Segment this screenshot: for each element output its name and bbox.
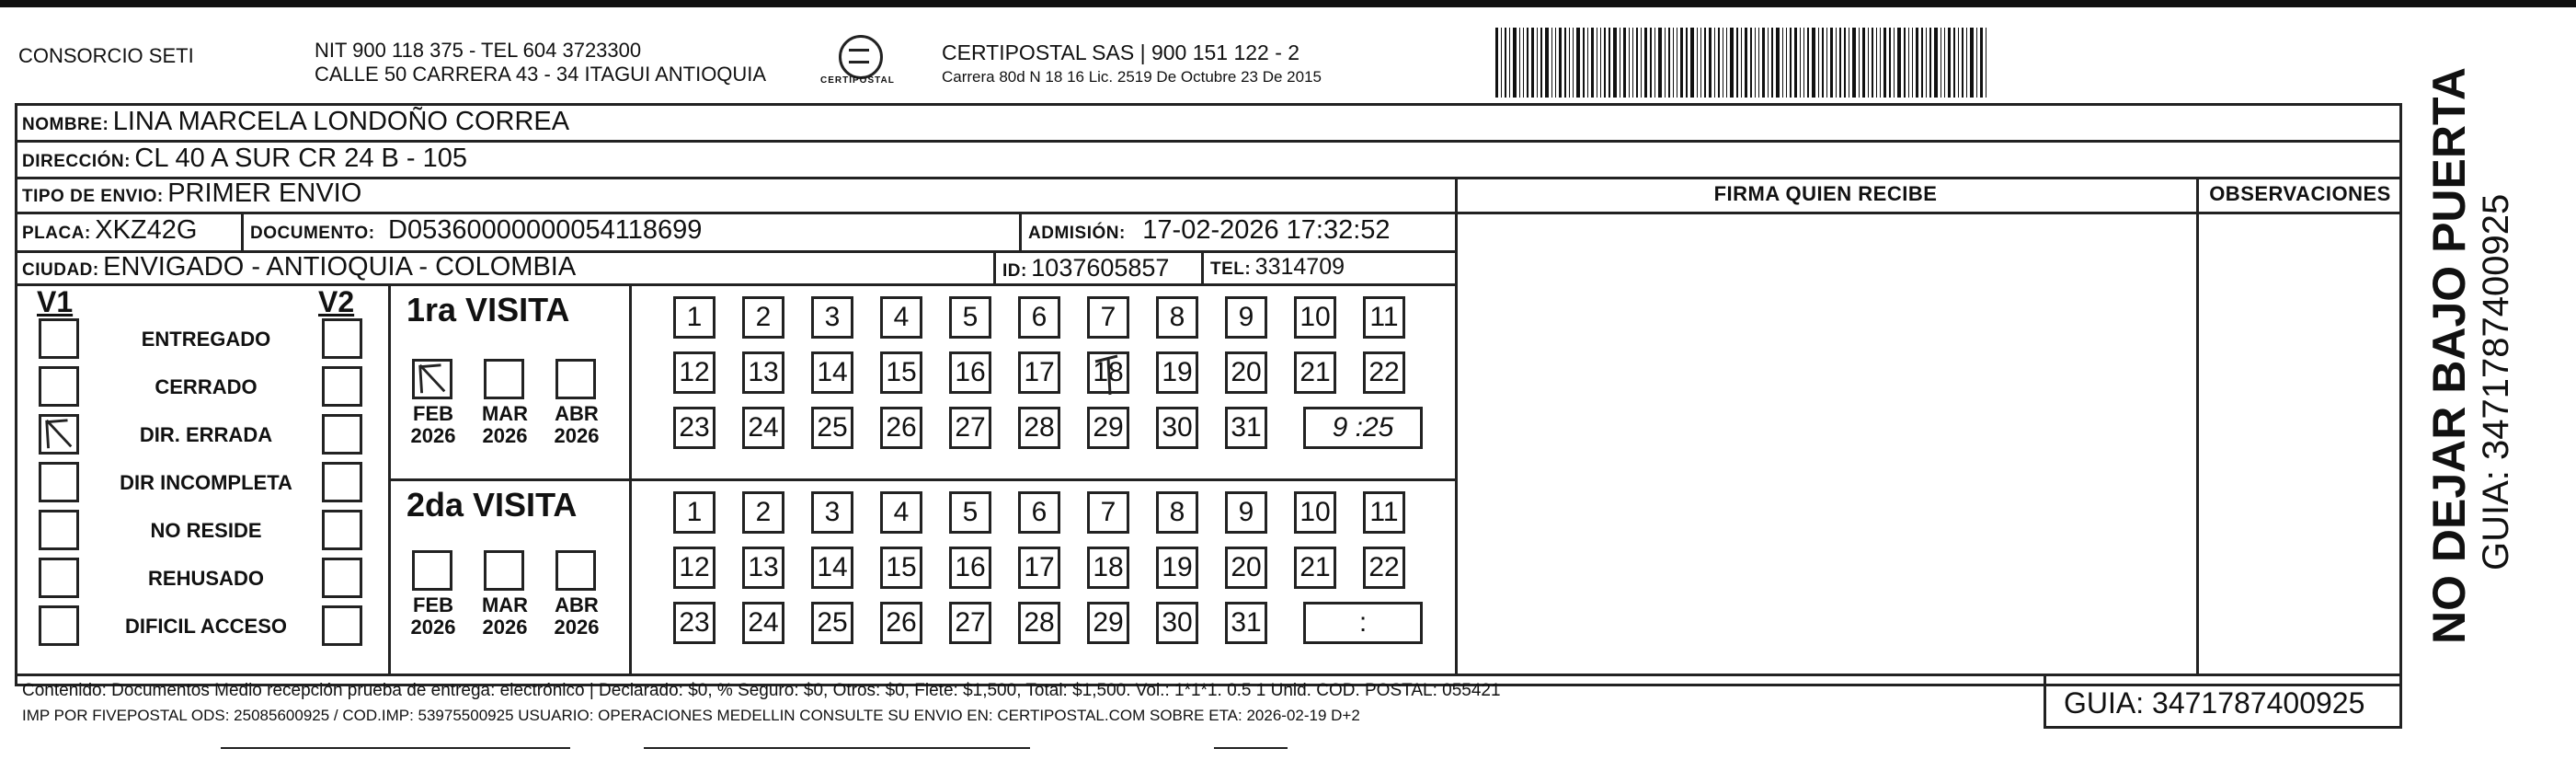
month-checkbox[interactable] [412, 359, 452, 399]
logo-text: CERTIPOSTAL [820, 75, 895, 86]
barcode-bar [1609, 28, 1610, 98]
barcode-bar [1540, 28, 1542, 98]
firma-header: FIRMA QUIEN RECIBE [1713, 182, 1938, 205]
barcode-bar [1822, 28, 1824, 98]
day-box[interactable]: 12 [673, 351, 716, 394]
day-box[interactable]: 1 [673, 296, 716, 339]
v1-checkbox[interactable] [39, 318, 79, 359]
barcode-bar [1509, 28, 1510, 98]
barcode-bar [1665, 28, 1666, 98]
barcode-bar [1916, 28, 1918, 98]
observaciones-header: OBSERVACIONES [2209, 182, 2391, 205]
month-year: 2026 [410, 424, 456, 447]
visit1-title: 1ra VISITA [406, 291, 570, 328]
barcode-bar [1818, 28, 1819, 98]
status-label: DIR. ERRADA [139, 423, 273, 446]
barcode-bar [1641, 28, 1642, 98]
tel-label: TEL: [1210, 259, 1252, 279]
barcode-bar [1859, 28, 1860, 98]
barcode-bar [1632, 28, 1633, 98]
admision-row [1028, 215, 1391, 246]
barcode-bar [1690, 28, 1694, 98]
barcode-bar [1636, 28, 1638, 98]
month-checkbox[interactable] [484, 359, 524, 399]
day-box[interactable]: 2 [742, 491, 784, 534]
barcode-bar [1551, 28, 1552, 98]
id-row [1002, 254, 1169, 282]
barcode-bar [1962, 28, 1963, 98]
rule [15, 283, 1455, 286]
handwritten-check-icon [415, 362, 450, 397]
tel-row [1210, 254, 1345, 281]
status-label: CERRADO [155, 375, 258, 398]
day-box[interactable]: 10 [1294, 296, 1336, 339]
ciudad-value: ENVIGADO - ANTIOQUIA - COLOMBIA [103, 252, 577, 282]
day-box[interactable]: 25 [811, 602, 853, 644]
barcode-bar [1569, 28, 1570, 98]
day-box[interactable]: 21 [1294, 351, 1336, 394]
v1-checkbox[interactable] [39, 605, 79, 646]
bottom-stroke [644, 747, 1030, 749]
month-label [403, 403, 464, 447]
month-year: 2026 [410, 616, 456, 639]
barcode-bar [1894, 28, 1895, 98]
barcode-bar [1709, 28, 1712, 98]
barcode-bar [1537, 28, 1538, 98]
barcode-bar [1545, 28, 1549, 98]
month-checkbox[interactable] [555, 359, 596, 399]
day-box[interactable]: 10 [1294, 491, 1336, 534]
day-box[interactable]: 8 [1156, 296, 1198, 339]
v2-header: V2 [318, 285, 355, 318]
barcode-bar [1958, 28, 1959, 98]
day-box[interactable]: 23 [673, 602, 716, 644]
barcode-bar [1591, 28, 1594, 98]
bottom-stroke [1214, 747, 1288, 749]
day-box[interactable]: 15 [880, 351, 922, 394]
barcode-bar [1527, 28, 1528, 98]
day-box[interactable]: 24 [742, 407, 784, 449]
placa-label: PLACA: [22, 224, 91, 243]
day-box[interactable]: 30 [1156, 602, 1198, 644]
month-name: ABR [555, 593, 599, 616]
direccion-value: CL 40 A SUR CR 24 B - 105 [134, 144, 468, 173]
month-year: 2026 [482, 424, 528, 447]
rule [2196, 177, 2199, 674]
tipo-value: PRIMER ENVIO [167, 178, 362, 208]
day-box[interactable]: 14 [811, 547, 853, 589]
direccion-label: DIRECCIÓN: [22, 152, 131, 171]
barcode-bar [1790, 28, 1792, 98]
id-value: 1037605857 [1031, 254, 1170, 282]
barcode-bar [1600, 28, 1601, 98]
barcode-bar [1929, 28, 1931, 98]
day-box[interactable]: 26 [880, 602, 922, 644]
rule [15, 140, 2402, 143]
tipo-row [22, 178, 361, 209]
day-box[interactable]: 22 [1363, 351, 1405, 394]
barcode-bar [1564, 28, 1566, 98]
day-box[interactable]: 16 [949, 547, 991, 589]
barcode-bar [1650, 28, 1652, 98]
barcode-bar [1948, 28, 1951, 98]
tel-value: 3314709 [1254, 254, 1345, 280]
barcode [1495, 28, 2240, 98]
v2-checkbox[interactable] [322, 318, 362, 359]
barcode-bar [1836, 28, 1837, 98]
status-label: DIR INCOMPLETA [120, 471, 292, 494]
day-box[interactable]: 22 [1363, 547, 1405, 589]
barcode-bar [1714, 28, 1715, 98]
month-checkbox[interactable] [412, 550, 452, 591]
footer-line-2: IMP POR FIVEPOSTAL ODS: 25085600925 / COD.IMP: 53975500925 USUARIO: OPERACIONES MEDELLIN CONSULTE SU ENVIO EN: CERTIPOSTAL.COM SOBRE ETA: 2026-02-19 D+2 [22, 707, 1360, 724]
day-box[interactable]: 5 [949, 296, 991, 339]
documento-row [250, 215, 702, 246]
top-border [0, 0, 2576, 7]
barcode-bar [1495, 28, 1498, 98]
rule [1455, 177, 1458, 674]
barcode-bar [1880, 28, 1881, 98]
day-box[interactable]: 16 [949, 351, 991, 394]
v2-checkbox[interactable] [322, 414, 362, 455]
carrier-line: CERTIPOSTAL SAS | 900 151 122 - 2 [942, 40, 1300, 64]
nombre-row [22, 107, 569, 137]
month-name: MAR [481, 593, 529, 616]
barcode-bar [1953, 28, 1955, 98]
barcode-bar [1862, 28, 1865, 98]
rule [1201, 250, 1204, 283]
day-box[interactable]: 6 [1018, 491, 1060, 534]
month-year: 2026 [554, 424, 600, 447]
day-box[interactable]: 11 [1363, 296, 1405, 339]
day-box[interactable]: 27 [949, 407, 991, 449]
barcode-bar [1934, 28, 1938, 98]
admision-label: ADMISIÓN: [1028, 224, 1126, 243]
barcode-bar [1658, 28, 1662, 98]
barcode-bar [1505, 28, 1506, 98]
barcode-bar [1889, 28, 1891, 98]
barcode-bar [1944, 28, 1945, 98]
bottom-stroke [221, 747, 570, 749]
barcode-bar [1786, 28, 1787, 98]
month-checkbox[interactable] [484, 550, 524, 591]
day-box[interactable]: 4 [880, 491, 922, 534]
day-box[interactable]: 18 [1087, 351, 1129, 394]
ciudad-row [22, 252, 576, 282]
barcode-bar [1872, 28, 1873, 98]
v1-checkbox[interactable] [39, 366, 79, 407]
barcode-bar [1673, 28, 1674, 98]
barcode-bar [1758, 28, 1759, 98]
month-name: MAR [481, 402, 529, 425]
day-box[interactable]: 29 [1087, 602, 1129, 644]
barcode-bar [1800, 28, 1801, 98]
day-box[interactable]: 31 [1225, 407, 1267, 449]
v2-checkbox[interactable] [322, 558, 362, 598]
barcode-bar [1782, 28, 1783, 98]
v1-header: V1 [37, 285, 74, 318]
barcode-bar [1908, 28, 1909, 98]
month-year: 2026 [554, 616, 600, 639]
company-name: CONSORCIO SETI [18, 44, 194, 67]
barcode-bar [1921, 28, 1923, 98]
rule [1019, 212, 1022, 250]
barcode-bar [1812, 28, 1815, 98]
barcode-bar [1883, 28, 1886, 98]
nit-line: NIT 900 118 375 - TEL 604 3723300 [315, 39, 642, 62]
barcode-bar [1519, 28, 1520, 98]
month-label [475, 594, 535, 639]
barcode-bar [1826, 28, 1827, 98]
day-box[interactable]: 30 [1156, 407, 1198, 449]
tipo-label: TIPO DE ENVIO: [22, 187, 164, 206]
barcode-bar [1755, 28, 1756, 98]
barcode-bar [1644, 28, 1647, 98]
visit2-title: 2da VISITA [406, 486, 578, 524]
day-box[interactable]: 13 [742, 547, 784, 589]
v2-checkbox[interactable] [322, 510, 362, 550]
barcode-bar [1830, 28, 1833, 98]
status-label: NO RESIDE [150, 519, 262, 542]
barcode-bar [1803, 28, 1804, 98]
barcode-bar [1876, 28, 1877, 98]
barcode-bar [1501, 28, 1502, 98]
day-box[interactable]: 23 [673, 407, 716, 449]
day-box[interactable]: 20 [1225, 351, 1267, 394]
day-box[interactable]: 19 [1156, 547, 1198, 589]
day-box[interactable]: 29 [1087, 407, 1129, 449]
barcode-bar [1980, 28, 1983, 98]
rule [15, 212, 2402, 214]
month-label [475, 403, 535, 447]
day-box[interactable]: 1 [673, 491, 716, 534]
certipostal-logo-icon [839, 35, 883, 79]
day-box[interactable]: 12 [673, 547, 716, 589]
barcode-bar [1704, 28, 1706, 98]
barcode-bar [1904, 28, 1906, 98]
v2-checkbox[interactable] [322, 366, 362, 407]
day-box[interactable]: 7 [1087, 296, 1129, 339]
barcode-bar [1970, 28, 1974, 98]
day-box[interactable]: 20 [1225, 547, 1267, 589]
barcode-bar [1897, 28, 1901, 98]
guia-footer: GUIA: 3471787400925 [2064, 686, 2365, 720]
rule [388, 478, 1455, 481]
barcode-bar [1736, 28, 1738, 98]
month-name: ABR [555, 402, 599, 425]
day-box[interactable]: 6 [1018, 296, 1060, 339]
day-box[interactable]: 7 [1087, 491, 1129, 534]
footer-line-1: Contenido: Documentos Medio recepción prueba de entrega: electrónico | Declarado: $0, % Seguro: $0, Otros: $0, Flete: $1,500, Total: $1,500. Vol.: 1*1*1. 0.5 1 Unid. COD. POSTAL: 055421 [22, 681, 1501, 700]
nombre-label: NOMBRE: [22, 115, 109, 134]
barcode-bar [1573, 28, 1574, 98]
time-field[interactable]: : [1303, 602, 1423, 644]
barcode-bar [1668, 28, 1670, 98]
month-label [403, 594, 464, 639]
barcode-bar [1623, 28, 1626, 98]
day-box[interactable]: 28 [1018, 407, 1060, 449]
barcode-bar [1771, 28, 1773, 98]
day-box[interactable]: 3 [811, 296, 853, 339]
day-box[interactable]: 9 [1225, 491, 1267, 534]
documento-value: D05360000000054118699 [388, 215, 703, 245]
side-guia: GUIA: 3471787400925 [2476, 193, 2516, 570]
day-box[interactable]: 14 [811, 351, 853, 394]
barcode-bar [1912, 28, 1913, 98]
barcode-bar [1966, 28, 1967, 98]
status-label: DIFICIL ACCESO [124, 615, 287, 638]
month-name: FEB [413, 593, 453, 616]
admision-value: 17-02-2026 17:32:52 [1142, 215, 1391, 245]
day-box[interactable]: 27 [949, 602, 991, 644]
barcode-bar [1680, 28, 1683, 98]
month-label [546, 594, 607, 639]
day-box[interactable]: 21 [1294, 547, 1336, 589]
barcode-bar [1750, 28, 1752, 98]
day-box[interactable]: 26 [880, 407, 922, 449]
barcode-bar [1613, 28, 1617, 98]
barcode-bar [1523, 28, 1524, 98]
day-box[interactable]: 17 [1018, 351, 1060, 394]
day-box[interactable]: 17 [1018, 547, 1060, 589]
v1-checkbox[interactable] [39, 462, 79, 502]
barcode-bar [1686, 28, 1688, 98]
barcode-bar [1776, 28, 1780, 98]
barcode-bar [1700, 28, 1701, 98]
day-box[interactable]: 15 [880, 547, 922, 589]
address-line: CALLE 50 CARRERA 43 - 34 ITAGUI ANTIOQUIA [315, 63, 767, 86]
day-box[interactable]: 3 [811, 491, 853, 534]
rule [993, 250, 996, 283]
barcode-bar [1531, 28, 1534, 98]
documento-label: DOCUMENTO: [250, 224, 375, 243]
placa-value: XKZ42G [95, 215, 198, 245]
barcode-bar [1839, 28, 1841, 98]
barcode-bar [1726, 28, 1727, 98]
day-box[interactable]: 24 [742, 602, 784, 644]
license-line: Carrera 80d N 18 16 Lic. 2519 De Octubre 23 De 2015 [942, 68, 1322, 86]
ciudad-label: CIUDAD: [22, 260, 99, 280]
placa-row [22, 215, 197, 246]
barcode-bar [1629, 28, 1630, 98]
barcode-bar [1559, 28, 1562, 98]
barcode-bar [1730, 28, 1734, 98]
barcode-bar [1587, 28, 1588, 98]
barcode-bar [1852, 28, 1856, 98]
status-label: REHUSADO [148, 567, 264, 590]
v2-checkbox[interactable] [322, 462, 362, 502]
barcode-bar [1844, 28, 1846, 98]
barcode-bar [1583, 28, 1585, 98]
day-box[interactable]: 5 [949, 491, 991, 534]
side-notice: NO DEJAR BAJO PUERTA [2423, 67, 2475, 644]
handwritten-check-icon [41, 417, 76, 452]
month-name: FEB [413, 402, 453, 425]
barcode-bar [1745, 28, 1747, 98]
day-box[interactable]: 31 [1225, 602, 1267, 644]
day-box[interactable]: 2 [742, 296, 784, 339]
barcode-bar [1976, 28, 1977, 98]
barcode-bar [1604, 28, 1606, 98]
day-box[interactable]: 9 [1225, 296, 1267, 339]
barcode-bar [1807, 28, 1809, 98]
id-label: ID: [1002, 261, 1027, 281]
month-checkbox[interactable] [555, 550, 596, 591]
barcode-bar [1794, 28, 1797, 98]
v2-checkbox[interactable] [322, 605, 362, 646]
day-box[interactable]: 19 [1156, 351, 1198, 394]
direccion-row [22, 144, 467, 174]
day-box[interactable]: 28 [1018, 602, 1060, 644]
rule [15, 177, 2402, 179]
v1-checkbox[interactable] [39, 558, 79, 598]
time-field[interactable]: 9 :25 [1303, 407, 1423, 449]
barcode-bar [1697, 28, 1698, 98]
barcode-bar [1926, 28, 1927, 98]
day-box[interactable]: 11 [1363, 491, 1405, 534]
barcode-bar [1555, 28, 1556, 98]
barcode-bar [1576, 28, 1580, 98]
month-label [546, 403, 607, 447]
month-year: 2026 [482, 616, 528, 639]
day-box[interactable]: 25 [811, 407, 853, 449]
barcode-bar [1741, 28, 1742, 98]
status-label: ENTREGADO [141, 328, 271, 351]
day-box[interactable]: 13 [742, 351, 784, 394]
day-box[interactable]: 8 [1156, 491, 1198, 534]
barcode-bar [1768, 28, 1769, 98]
barcode-bar [1654, 28, 1655, 98]
nombre-value: LINA MARCELA LONDOÑO CORREA [112, 107, 570, 136]
barcode-bar [1718, 28, 1720, 98]
v1-checkbox[interactable] [39, 414, 79, 455]
day-box[interactable]: 4 [880, 296, 922, 339]
handwritten-mark-icon [1090, 354, 1132, 397]
barcode-bar [1868, 28, 1869, 98]
v1-checkbox[interactable] [39, 510, 79, 550]
barcode-bar [1513, 28, 1517, 98]
barcode-bar [1762, 28, 1765, 98]
day-box[interactable]: 18 [1087, 547, 1129, 589]
rule [241, 212, 244, 250]
